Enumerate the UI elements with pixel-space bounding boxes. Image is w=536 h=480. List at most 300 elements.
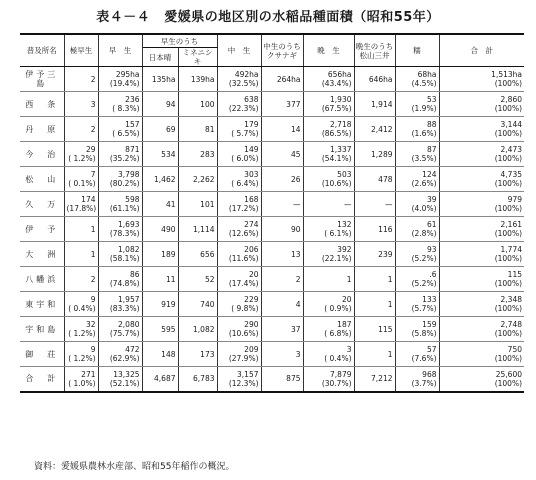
cell-minenishiki: 2,262 [178,167,217,192]
late-share: ( 6.1%) [324,229,352,238]
mochi-share: (5.8%) [411,329,437,338]
cell-kusanagi: — [261,192,303,217]
mochi-share: (5.2%) [411,279,437,288]
early-share: (17.8%) [66,204,97,213]
cell-kusanagi: 3 [261,342,303,367]
cell-minenishiki: 6,783 [178,367,217,392]
cell-minenishiki: 740 [178,292,217,317]
header-naka: 中 生 [217,34,261,67]
table-row [20,342,524,367]
cell-kusanagi: 264ha [261,67,303,92]
wase-share: (78.3%) [109,229,140,238]
cell-kusanagi: 26 [261,167,303,192]
naka-area: 20 [248,270,259,279]
early-share: ( 1.2%) [68,154,96,163]
mochi-area: 61 [426,220,437,229]
late-share: ( 0.4%) [324,354,352,363]
wase-share: (19.4%) [109,79,140,88]
wase-area: 157 [125,120,140,129]
early-area: 9 [90,345,96,354]
wase-share: ( 6.5%) [112,129,140,138]
total-area: 2,860 [500,95,522,104]
total-area: 979 [507,195,522,204]
cell-mochi [395,242,439,267]
cell-naka [217,217,261,242]
late-share: (30.7%) [321,378,352,388]
late-area: 1,930 [330,95,352,104]
mochi-share: (1.6%) [411,129,437,138]
total-share: (100%) [494,154,522,163]
cell-minenishiki: 656 [178,242,217,267]
wase-area: 871 [125,145,140,154]
cell-late [303,117,354,142]
early-area: 2 [90,124,96,134]
late-area: 20 [341,295,352,304]
wase-share: (52.1%) [109,378,140,388]
naka-area: 638 [244,95,259,104]
cell-matsuyama: 646ha [354,67,395,92]
late-area: 1,337 [330,145,352,154]
cell-wase [98,92,142,117]
cell-naka [217,192,261,217]
cell-wase [98,267,142,292]
district-name: 松 山 [20,167,64,192]
cell-mochi [395,267,439,292]
table-row [20,67,524,92]
cell-late [303,342,354,367]
cell-early [64,367,98,392]
wase-area: 3,798 [118,170,140,179]
early-area: 2 [90,274,96,284]
cell-late [303,142,354,167]
late-share: ( 6.8%) [324,329,352,338]
naka-share: (10.6%) [228,329,259,338]
table-row [20,167,524,192]
total-share: (100%) [494,229,522,238]
late-share: ( 0.9%) [324,304,352,313]
cell-total [439,92,524,117]
cell-mochi [395,117,439,142]
table-number: 表４－４ [96,10,151,25]
mochi-area: 39 [426,195,437,204]
cell-wase [98,67,142,92]
cell-matsuyama: 1,914 [354,92,395,117]
cell-mochi [395,217,439,242]
naka-share: (12.6%) [228,229,259,238]
table-row [20,292,524,317]
total-share: (100%) [494,179,522,188]
cell-early [64,167,98,192]
total-area: 115 [507,270,522,279]
cell-matsuyama: 2,412 [354,117,395,142]
cell-minenishiki: 173 [178,342,217,367]
cell-wase [98,217,142,242]
total-area: 750 [507,345,522,354]
header-mochi: 糯 [395,34,439,67]
late-share: (22.1%) [321,254,352,263]
header-minenishiki: ミネニシキ [178,48,217,67]
cell-total [439,317,524,342]
table-row [20,267,524,292]
wase-area: 1,693 [118,220,140,229]
early-share: ( 1.2%) [68,329,96,338]
cell-late [303,292,354,317]
cell-wase [98,292,142,317]
table-caption: 愛媛県の地区別の水稲品種面積（昭和55年） [164,10,440,25]
cell-late [303,92,354,117]
cell-naka [217,67,261,92]
naka-share: ( 5.7%) [231,129,259,138]
late-area: 3 [346,345,352,354]
district-name: 大 洲 [20,242,64,267]
late-share: (86.5%) [321,129,352,138]
mochi-area: 57 [426,345,437,354]
wase-share: (58.1%) [109,254,140,263]
cell-nihonbare: 69 [142,117,178,142]
cell-matsuyama: 7,212 [354,367,395,392]
cell-late [303,242,354,267]
mochi-share: (5.7%) [411,304,437,313]
cell-minenishiki: 139ha [178,67,217,92]
table-row [20,117,524,142]
late-area: 2,718 [330,120,352,129]
table-row [20,367,524,392]
total-share: (100%) [494,329,522,338]
naka-area: 209 [244,345,259,354]
early-area: 9 [90,295,96,304]
early-area: 32 [85,320,96,329]
naka-share: ( 9.8%) [231,304,259,313]
cell-early [64,242,98,267]
wase-share: (35.2%) [109,154,140,163]
cell-total [439,292,524,317]
cell-total [439,167,524,192]
cell-mochi [395,192,439,217]
cell-minenishiki: 52 [178,267,217,292]
district-name: 合 計 [20,367,64,392]
naka-share: (32.5%) [228,79,259,88]
cell-wase [98,192,142,217]
cell-matsuyama: 1 [354,342,395,367]
naka-share: ( 6.0%) [231,154,259,163]
late-area: — [344,199,352,209]
total-share: (100%) [494,79,522,88]
cell-total [439,192,524,217]
naka-area: 3,157 [237,369,259,379]
cell-nihonbare: 595 [142,317,178,342]
late-area: 392 [337,245,352,254]
header-district: 普及所名 [20,34,64,67]
cell-naka [217,342,261,367]
header-nihonbare: 日本晴 [142,48,178,67]
cell-nihonbare: 919 [142,292,178,317]
cell-wase [98,117,142,142]
cell-late [303,367,354,392]
district-name: 御 荘 [20,342,64,367]
district-name: 八幡浜 [20,267,64,292]
cell-kusanagi: 875 [261,367,303,392]
naka-share: (17.4%) [228,279,259,288]
table-row [20,92,524,117]
total-area: 1,774 [500,245,522,254]
wase-area: 472 [125,345,140,354]
naka-area: 179 [244,120,259,129]
cell-mochi [395,142,439,167]
mochi-share: (2.6%) [411,179,437,188]
early-share: ( 0.4%) [68,304,96,313]
cell-minenishiki: 1,082 [178,317,217,342]
cell-kusanagi: 14 [261,117,303,142]
cell-mochi [395,167,439,192]
total-share: (100%) [494,254,522,263]
mochi-share: (2.8%) [411,229,437,238]
cell-total [439,367,524,392]
cell-nihonbare: 41 [142,192,178,217]
variety-area-table [20,33,524,393]
cell-minenishiki: 100 [178,92,217,117]
cell-matsuyama: 1 [354,292,395,317]
total-area: 4,735 [500,170,522,179]
early-area: 1 [90,249,96,259]
naka-area: 168 [244,195,259,204]
total-area: 3,144 [500,120,522,129]
cell-total [439,242,524,267]
mochi-share: (3.7%) [411,378,437,388]
header-kusanagi: 中生のうちクサナギ [261,34,303,67]
table-row [20,317,524,342]
naka-area: 229 [244,295,259,304]
early-share: ( 0.1%) [68,179,96,188]
wase-area: 1,957 [118,295,140,304]
cell-wase [98,167,142,192]
cell-total [439,142,524,167]
naka-share: (27.9%) [228,354,259,363]
late-area: 656ha [327,70,352,79]
early-share: ( 1.0%) [68,378,96,388]
total-area: 2,161 [500,220,522,229]
cell-late [303,317,354,342]
total-share: (100%) [494,204,522,213]
cell-early [64,342,98,367]
cell-nihonbare: 94 [142,92,178,117]
cell-naka [217,292,261,317]
mochi-share: (1.9%) [411,104,437,113]
total-share: (100%) [494,129,522,138]
cell-wase [98,317,142,342]
district-name: 丹 原 [20,117,64,142]
cell-matsuyama: — [354,192,395,217]
wase-area: 13,325 [113,369,140,379]
cell-mochi [395,92,439,117]
total-share: (100%) [494,378,522,388]
wase-share: (83.3%) [109,304,140,313]
mochi-area: 53 [426,95,437,104]
total-area: 2,473 [500,145,522,154]
cell-matsuyama: 115 [354,317,395,342]
total-share: (100%) [494,304,522,313]
wase-share: (74.8%) [109,279,140,288]
cell-late [303,192,354,217]
naka-area: 206 [244,245,259,254]
late-area: 1 [346,274,352,284]
district-name: 久 万 [20,192,64,217]
cell-total [439,267,524,292]
cell-kusanagi: 4 [261,292,303,317]
naka-area: 274 [244,220,259,229]
table-row [20,217,524,242]
wase-share: (80.2%) [109,179,140,188]
cell-early [64,292,98,317]
table-row [20,192,524,217]
wase-area: 86 [129,270,140,279]
cell-late [303,167,354,192]
cell-wase [98,342,142,367]
late-area: 187 [337,320,352,329]
wase-area: 598 [125,195,140,204]
cell-naka [217,142,261,167]
early-area: 271 [81,369,96,379]
district-name: 伊予三島 [20,67,64,92]
cell-total [439,342,524,367]
wase-share: ( 8.3%) [112,104,140,113]
cell-naka [217,367,261,392]
mochi-area: 968 [422,369,437,379]
cell-mochi [395,317,439,342]
header-wase-group: 早生のうち [142,34,217,48]
cell-naka [217,317,261,342]
header-wase: 早 生 [98,34,142,67]
wase-area: 236 [125,95,140,104]
naka-share: ( 6.4%) [231,179,259,188]
wase-share: (62.9%) [109,354,140,363]
mochi-area: 159 [422,320,437,329]
mochi-area: 93 [426,245,437,254]
naka-area: 290 [244,320,259,329]
wase-area: 2,080 [118,320,140,329]
naka-share: (22.3%) [228,104,259,113]
cell-kusanagi: 90 [261,217,303,242]
mochi-area: 124 [422,170,437,179]
cell-early [64,117,98,142]
cell-minenishiki: 101 [178,192,217,217]
early-area: 2 [90,74,96,84]
late-area: 7,879 [330,369,352,379]
total-share: (100%) [494,279,522,288]
total-area: 1,513ha [491,70,522,79]
cell-nihonbare: 4,687 [142,367,178,392]
cell-naka [217,267,261,292]
early-share: ( 1.2%) [68,354,96,363]
early-area: 29 [85,145,96,154]
mochi-share: (3.5%) [411,154,437,163]
mochi-area: 87 [426,145,437,154]
cell-kusanagi: 2 [261,267,303,292]
table-row [20,242,524,267]
table-title [0,6,536,26]
cell-early [64,217,98,242]
cell-nihonbare: 148 [142,342,178,367]
total-share: (100%) [494,104,522,113]
mochi-area: 133 [422,295,437,304]
mochi-area: 68ha [417,70,437,79]
cell-early [64,67,98,92]
cell-nihonbare: 135ha [142,67,178,92]
cell-wase [98,367,142,392]
wase-area: 1,082 [118,245,140,254]
cell-kusanagi: 37 [261,317,303,342]
cell-total [439,117,524,142]
cell-minenishiki: 1,114 [178,217,217,242]
late-share: (67.5%) [321,104,352,113]
late-share: (10.6%) [321,179,352,188]
cell-late [303,267,354,292]
mochi-share: (5.2%) [411,254,437,263]
cell-early [64,317,98,342]
total-area: 2,348 [500,295,522,304]
header-late: 晩 生 [303,34,354,67]
naka-area: 303 [244,170,259,179]
district-name: 西 条 [20,92,64,117]
early-area: 7 [90,170,96,179]
cell-early [64,142,98,167]
header-matsuyama: 晩生のうち松山三井 [354,34,395,67]
cell-nihonbare: 1,462 [142,167,178,192]
wase-share: (61.1%) [109,204,140,213]
district-name: 宇和島 [20,317,64,342]
cell-kusanagi: 377 [261,92,303,117]
cell-minenishiki: 283 [178,142,217,167]
cell-early [64,192,98,217]
cell-mochi [395,367,439,392]
mochi-share: (7.6%) [411,354,437,363]
early-area: 1 [90,224,96,234]
cell-kusanagi: 45 [261,142,303,167]
total-area: 2,748 [500,320,522,329]
naka-share: (12.3%) [228,378,259,388]
cell-late [303,217,354,242]
wase-area: 295ha [115,70,140,79]
mochi-area: .6 [429,270,437,279]
cell-nihonbare: 490 [142,217,178,242]
mochi-share: (4.5%) [411,79,437,88]
cell-late [303,67,354,92]
cell-matsuyama: 239 [354,242,395,267]
early-area: 174 [81,195,96,204]
cell-early [64,92,98,117]
cell-matsuyama: 116 [354,217,395,242]
source-note: 資料：愛媛県農林水産部、昭和55年稲作の概況。 [34,462,235,472]
cell-mochi [395,292,439,317]
cell-nihonbare: 534 [142,142,178,167]
header-total: 合 計 [439,34,524,67]
cell-mochi [395,342,439,367]
cell-nihonbare: 11 [142,267,178,292]
cell-kusanagi: 13 [261,242,303,267]
naka-area: 492ha [234,70,259,79]
district-name: 伊 予 [20,217,64,242]
cell-naka [217,117,261,142]
cell-naka [217,92,261,117]
total-area: 25,600 [495,369,522,379]
cell-matsuyama: 478 [354,167,395,192]
cell-total [439,217,524,242]
naka-area: 149 [244,145,259,154]
cell-nihonbare: 189 [142,242,178,267]
cell-matsuyama: 1 [354,267,395,292]
district-name: 今 治 [20,142,64,167]
wase-share: (75.7%) [109,329,140,338]
cell-total [439,67,524,92]
